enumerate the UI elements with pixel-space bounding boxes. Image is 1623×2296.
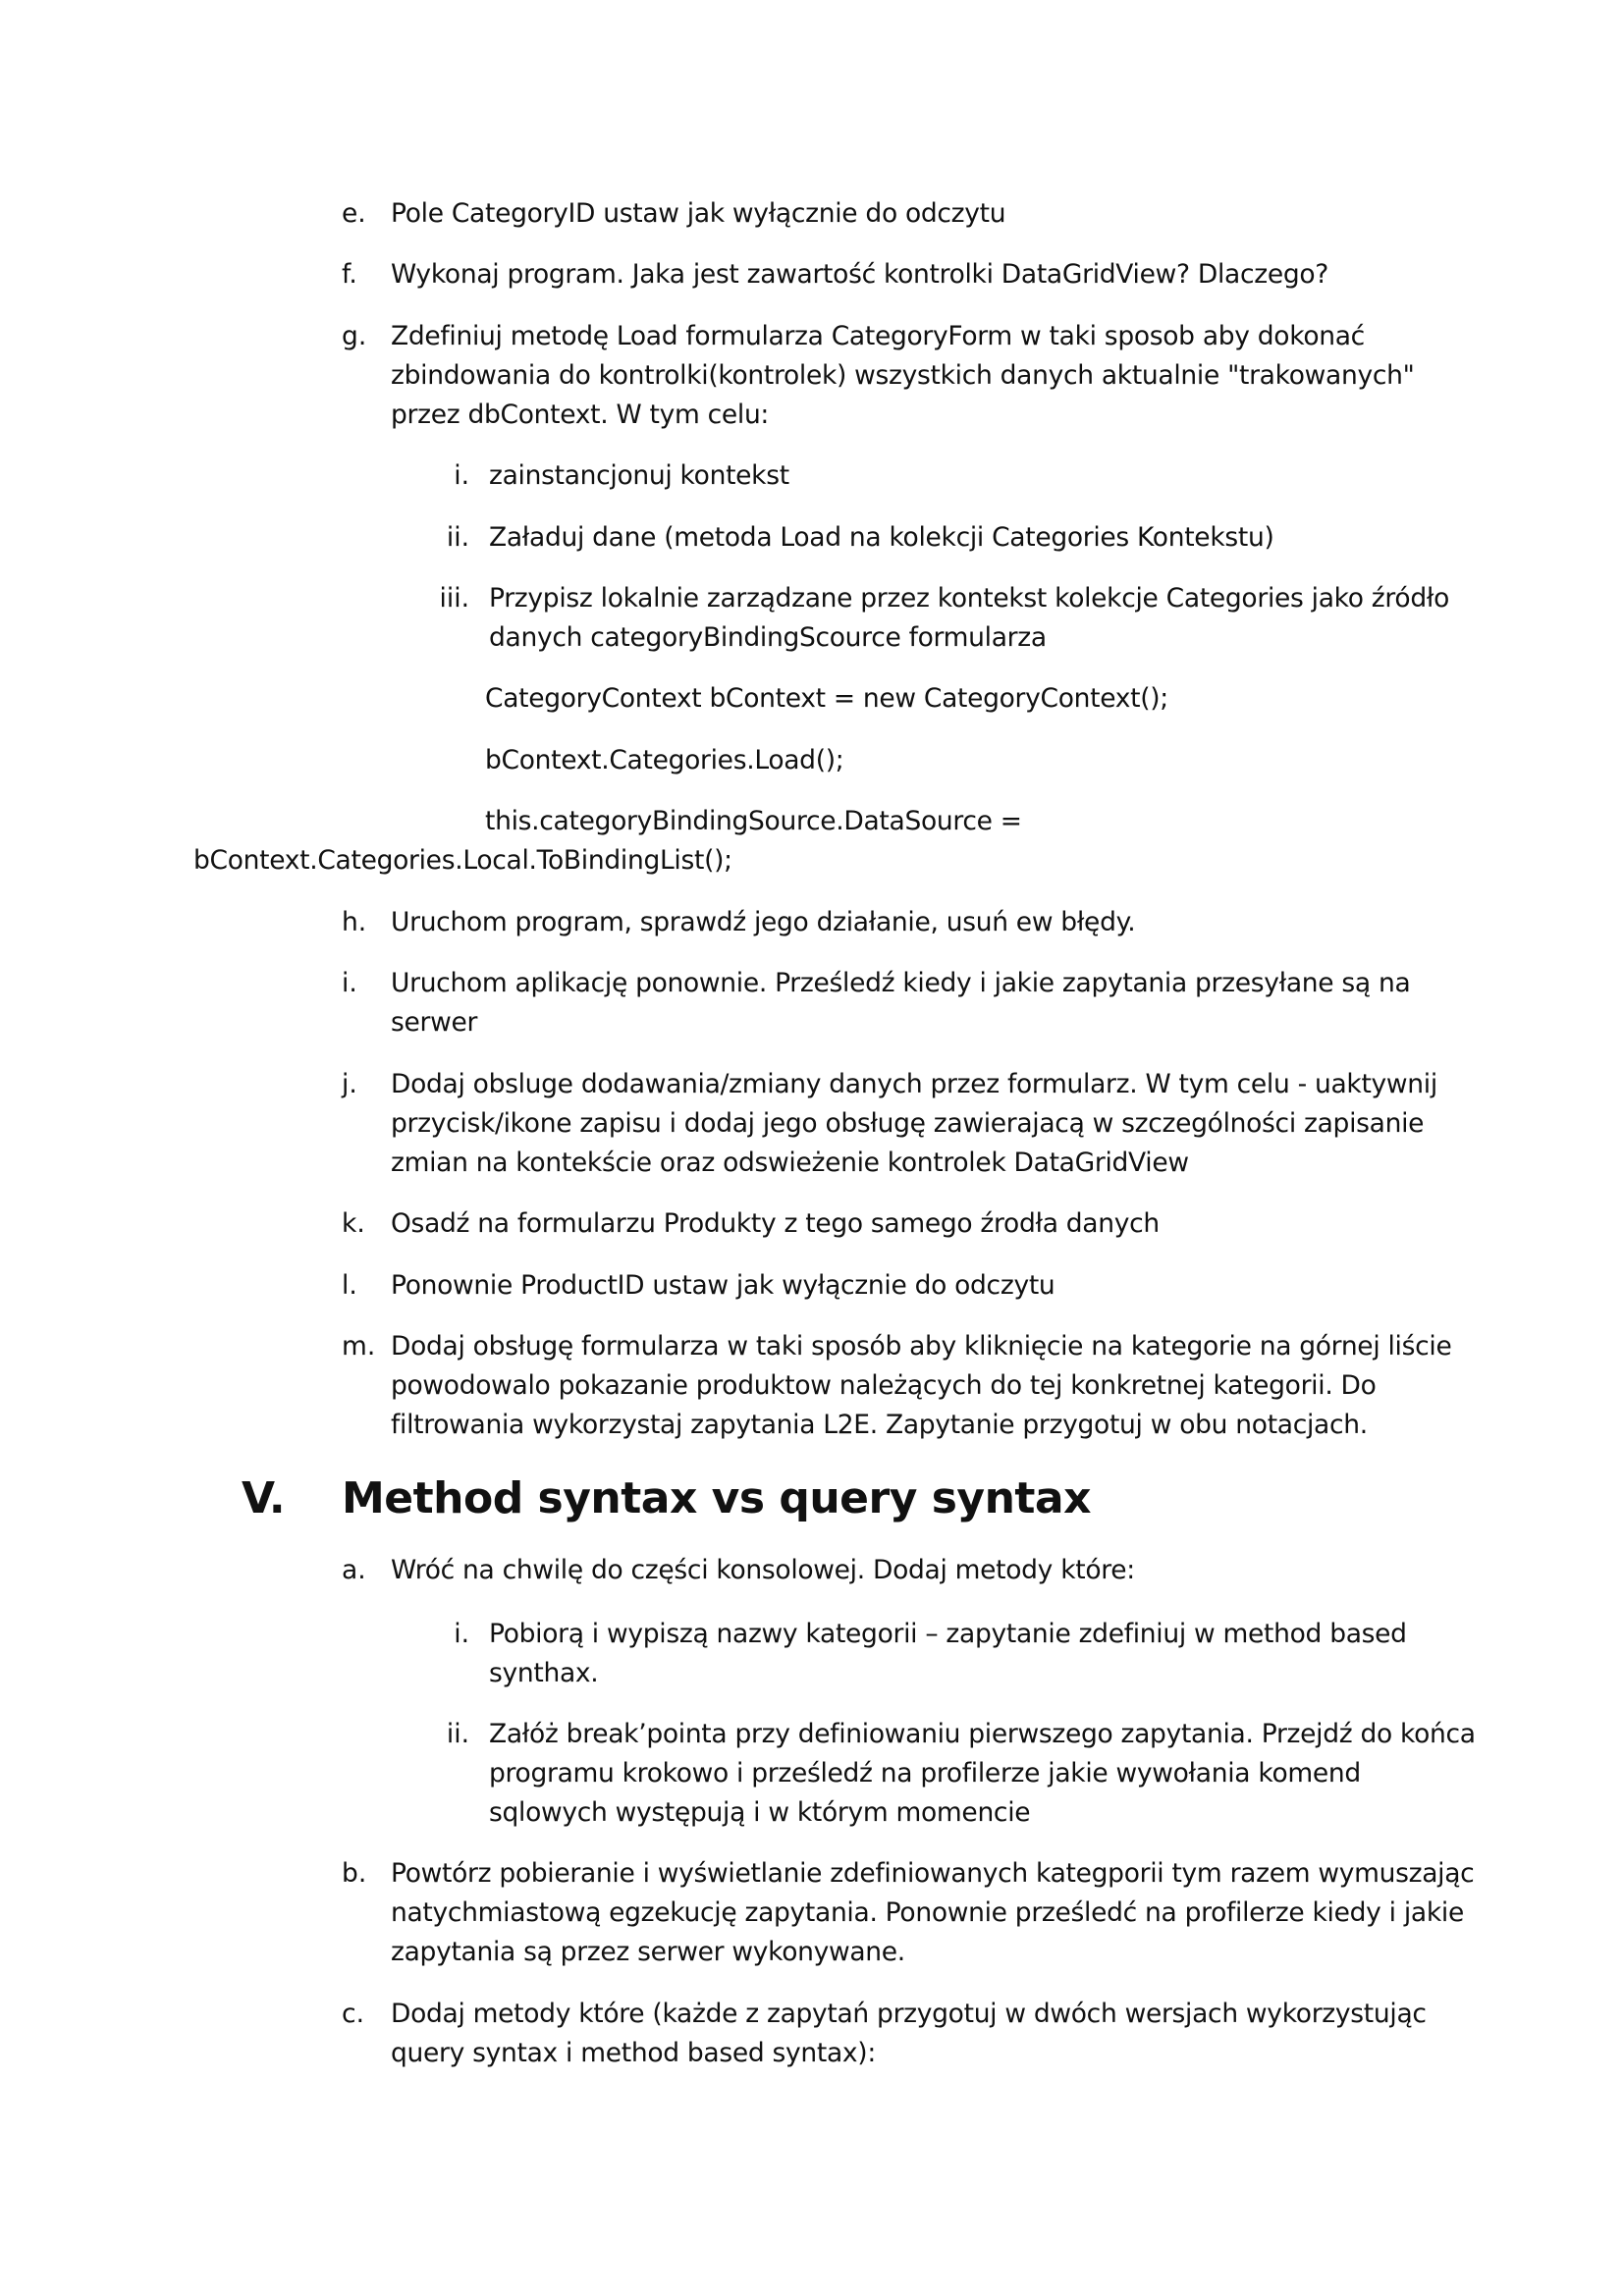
list-marker: i. [342,968,357,998]
list-marker: k. [342,1208,365,1239]
list-item-text: Dodaj obsługę formularza w taki sposób aby kliknięcie na kategorie na górnej liście [391,1331,1452,1362]
list-item-text: Uruchom aplikację ponownie. Prześledź kiedy i jakie zapytania przesyłane są na [391,968,1411,998]
list-item-text: Dodaj obsluge dodawania/zmiany danych przez formularz. W tym celu - uaktywnij [391,1069,1437,1099]
list-item-text: zbindowania do kontrolki(kontrolek) wszystkich danych aktualnie "trakowanych" [391,360,1415,391]
list-marker: b. [342,1858,367,1889]
list-marker: a. [342,1555,366,1585]
list-item-text: synthax. [489,1658,599,1688]
list-item-text: Ponownie ProductID ustaw jak wyłącznie do odczytu [391,1270,1055,1301]
list-item-text: przycisk/ikone zapisu i dodaj jego obsługę zawierajacą w szczególności zapisanie [391,1108,1425,1139]
list-marker: l. [342,1270,357,1301]
list-item-text: query syntax i method based syntax): [391,2038,876,2068]
list-marker: g. [342,321,367,351]
list-marker: h. [342,907,367,937]
list-item-text: natychmiastową egzekucję zapytania. Ponownie prześledć na profilerze kiedy i jakie [391,1897,1464,1928]
list-item-text: zapytania są przez serwer wykonywane. [391,1937,905,1967]
code-line: this.categoryBindingSource.DataSource = [485,806,1022,836]
list-item-text: Pole CategoryID ustaw jak wyłącznie do odczytu [391,198,1006,229]
list-marker: j. [342,1069,357,1099]
list-item-text: Pobiorą i wypiszą nazwy kategorii – zapytanie zdefiniuj w method based [489,1619,1407,1649]
code-line: bContext.Categories.Local.ToBindingList(); [193,845,732,876]
code-line: bContext.Categories.Load(); [485,745,844,775]
list-marker: f. [342,259,357,290]
list-marker: e. [342,198,366,229]
list-item-text: powodowalo pokazanie produktow należących do tej konkretnej kategorii. Do [391,1370,1377,1401]
list-item-text: Wróć na chwilę do części konsolowej. Dodaj metody które: [391,1555,1135,1585]
list-item-text: zainstancjonuj kontekst [489,460,789,491]
list-item-text: przez dbContext. W tym celu: [391,400,770,430]
list-item-text: Załaduj dane (metoda Load na kolekcji Categories Kontekstu) [489,522,1274,553]
list-marker: m. [342,1331,376,1362]
list-item-text: Powtórz pobieranie i wyświetlanie zdefiniowanych kategporii tym razem wymuszając [391,1858,1475,1889]
list-item-text: Osadź na formularzu Produkty z tego samego źrodła danych [391,1208,1160,1239]
list-marker: iii. [439,583,469,614]
list-marker: i. [454,460,469,491]
list-marker: c. [342,1999,364,2029]
list-item-text: Dodaj metody które (każde z zapytań przygotuj w dwóch wersjach wykorzystując [391,1999,1427,2029]
list-item-text: serwer [391,1007,478,1038]
list-item-text: Wykonaj program. Jaka jest zawartość kontrolki DataGridView? Dlaczego? [391,259,1329,290]
list-item-text: danych categoryBindingScource formularza [489,622,1047,653]
list-item-text: Załóż break’pointa przy definiowaniu pierwszego zapytania. Przejdź do końca [489,1719,1476,1749]
section-title: Method syntax vs query syntax [342,1473,1091,1523]
list-item-text: Zdefiniuj metodę Load formularza CategoryForm w taki sposob aby dokonać [391,321,1365,351]
list-item-text: zmian na kontekście oraz odswieżenie kontrolek DataGridView [391,1148,1189,1178]
list-item-text: Przypisz lokalnie zarządzane przez kontekst kolekcje Categories jako źródło [489,583,1449,614]
list-item-text: filtrowania wykorzystaj zapytania L2E. Zapytanie przygotuj w obu notacjach. [391,1410,1368,1440]
list-item-text: programu krokowo i prześledź na profilerze jakie wywołania komend [489,1758,1361,1789]
list-marker: ii. [446,522,469,553]
section-numeral: V. [242,1473,286,1523]
list-item-text: sqlowych występują i w którym momencie [489,1797,1031,1828]
list-marker: i. [454,1619,469,1649]
list-item-text: Uruchom program, sprawdź jego działanie, usuń ew błędy. [391,907,1136,937]
code-line: CategoryContext bContext = new CategoryContext(); [485,683,1168,714]
list-marker: ii. [446,1719,469,1749]
